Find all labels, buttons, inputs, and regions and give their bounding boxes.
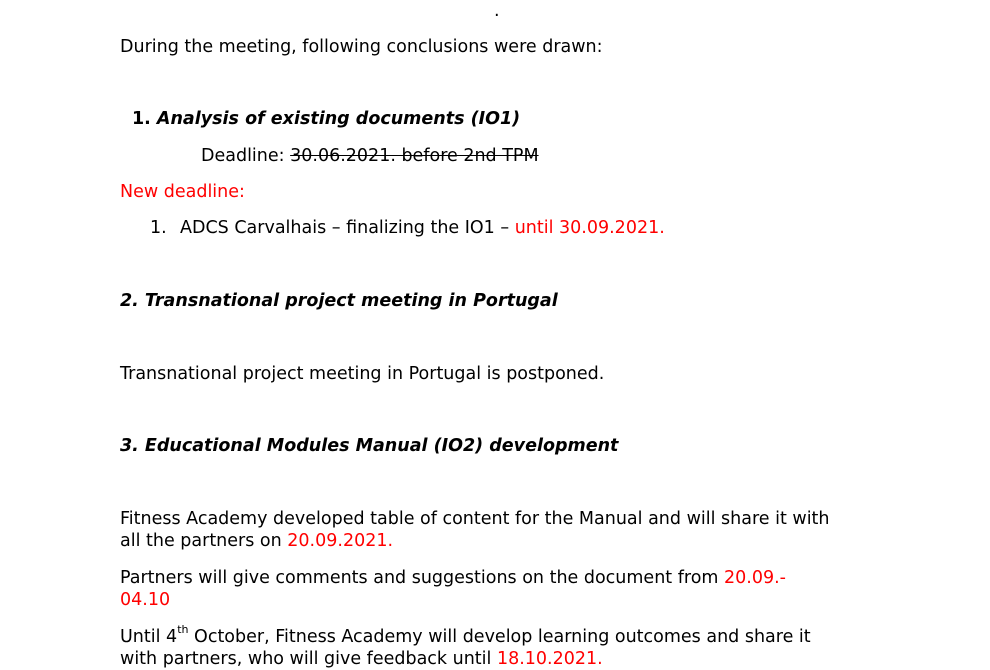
section-2-heading: 2. Transnational project meeting in Portugal: [120, 291, 558, 311]
deadline-line: [201, 145, 539, 167]
paragraph-text: Until 4: [120, 627, 178, 647]
page-mark: .: [494, 1, 500, 21]
paragraph-text: Partners will give comments and suggestions on the document from: [120, 568, 725, 588]
list-item-deadline: until 30.09.2021.: [514, 218, 665, 238]
old-deadline: 30.06.2021. before 2nd TPM: [290, 146, 539, 166]
section-2-text: Transnational project meeting in Portugal is postponed.: [120, 364, 605, 384]
paragraph-text: with partners, who will give feedback until: [120, 649, 497, 669]
paragraph-line: [120, 623, 811, 648]
feedback-date: 18.10.2021.: [496, 649, 603, 669]
list-item-body: ADCS Carvalhais – finalizing the IO1 –: [180, 218, 515, 238]
paragraph-line: [120, 530, 393, 552]
paragraph-line: Fitness Academy developed table of content for the Manual and will share it with: [120, 509, 830, 529]
paragraph-text: all the partners on: [120, 531, 288, 551]
comment-period-end: 04.10: [120, 590, 171, 610]
section-1-title: Analysis of existing documents (IO1): [156, 109, 521, 129]
list-item-number: 1.: [150, 218, 167, 238]
share-date: 20.09.2021.: [287, 531, 394, 551]
intro-text: During the meeting, following conclusions were drawn:: [120, 37, 603, 57]
ordinal-suffix: th: [177, 623, 189, 637]
comment-period-start: 20.09.-: [724, 568, 786, 588]
deadline-label: Deadline:: [201, 146, 291, 166]
section-3-heading: 3. Educational Modules Manual (IO2) development: [120, 436, 619, 456]
section-1-number: 1.: [132, 109, 151, 129]
list-item: [150, 217, 167, 239]
paragraph-line: [120, 567, 786, 589]
section-1-heading: [132, 108, 520, 130]
new-deadline-label: New deadline:: [120, 182, 245, 202]
paragraph-text: October, Fitness Academy will develop learning outcomes and share it: [188, 627, 811, 647]
paragraph-line: [120, 648, 603, 670]
list-item-text: [180, 217, 665, 239]
